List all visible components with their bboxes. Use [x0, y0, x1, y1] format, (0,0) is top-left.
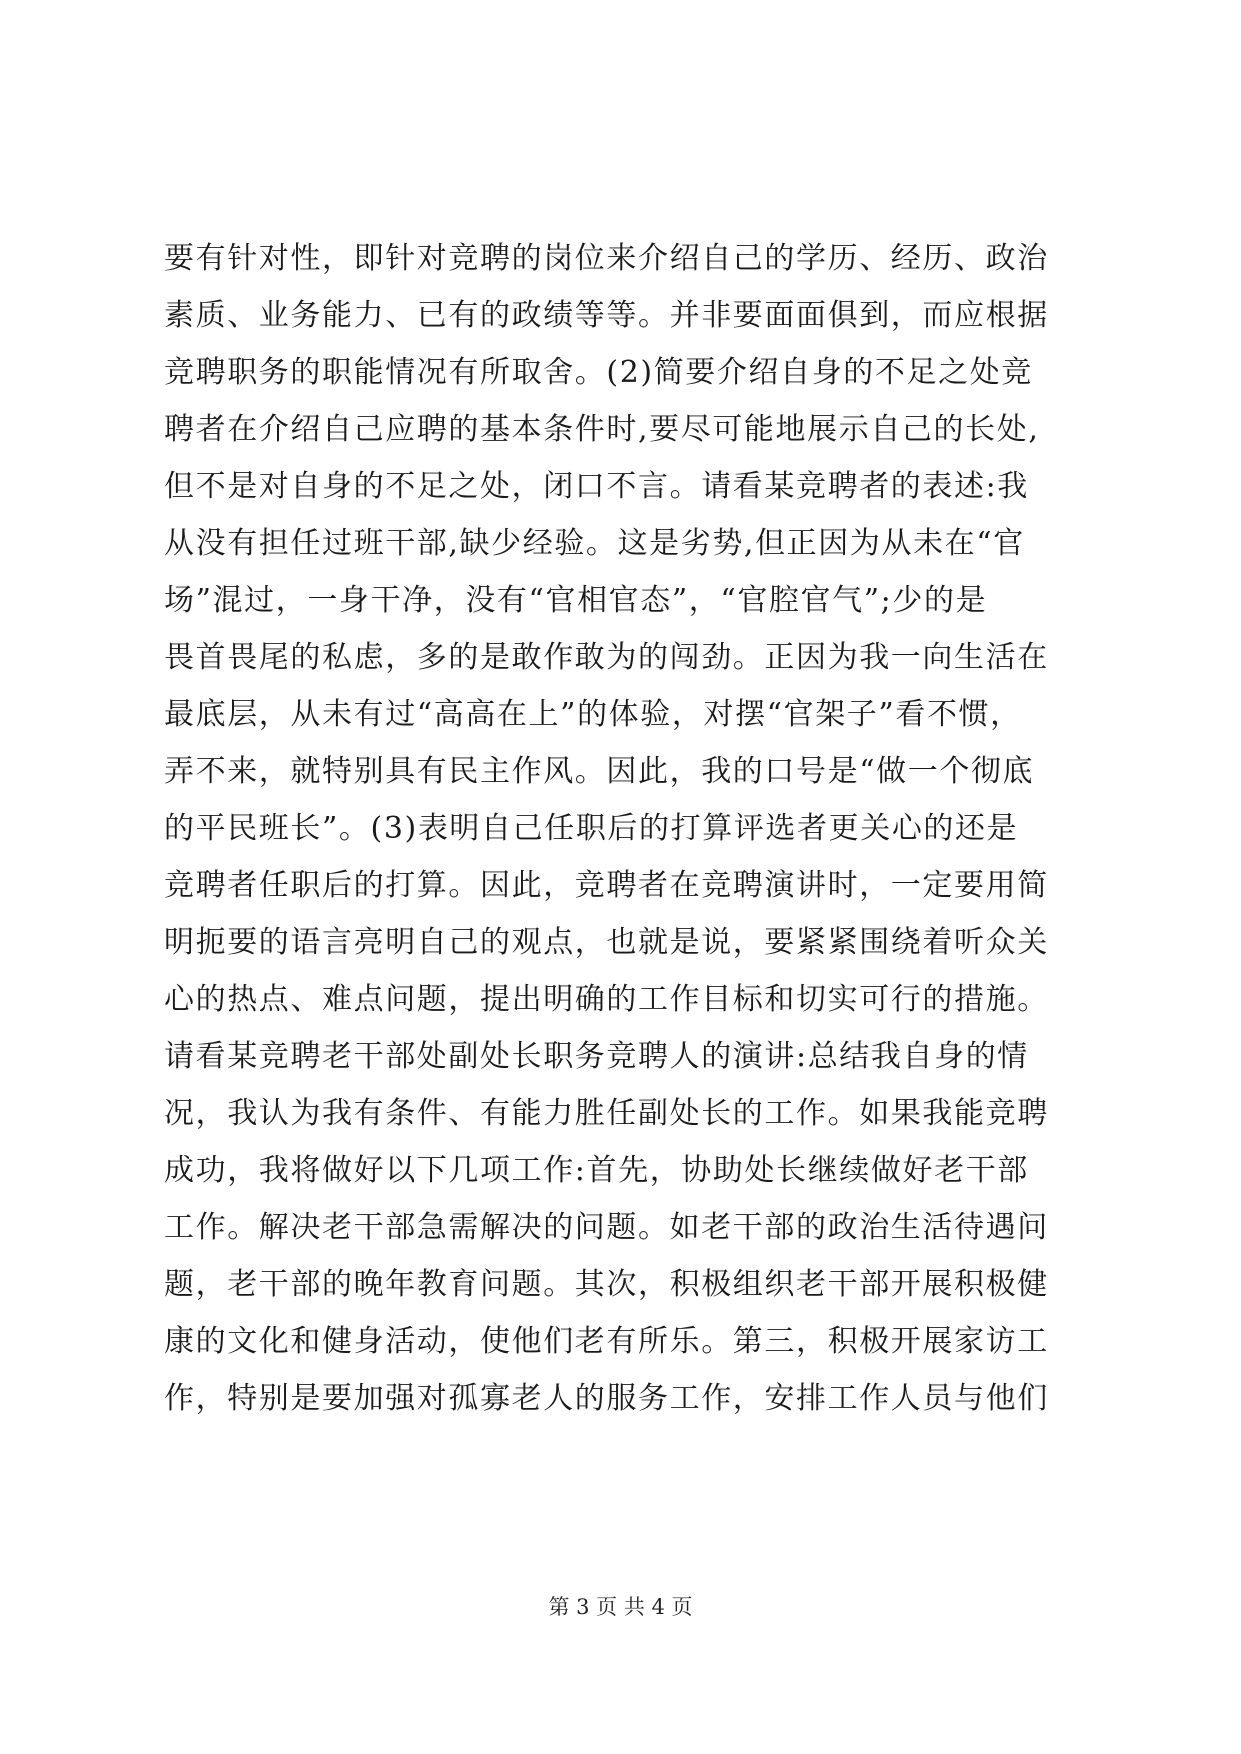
text-line: 要有针对性，即针对竞聘的岗位来介绍自己的学历、经历、政治: [164, 241, 1049, 276]
text-line: 弄不来，就特别具有民主作风。因此，我的口号是“做一个彻底: [164, 754, 1035, 789]
text-line: 最底层，从未有过“高高在上”的体验，对摆“官架子”看不惯，: [164, 697, 1022, 732]
text-line: 竞聘职务的职能情况有所取舍。(2)简要介绍自身的不足之处竞: [164, 355, 1033, 390]
text-line: 况，我认为我有条件、有能力胜任副处长的工作。如果我能竞聘: [164, 1096, 1049, 1131]
text-line: 聘者在介绍自己应聘的基本条件时,要尽可能地展示自己的长处,: [164, 412, 1040, 447]
page-number-footer: 第 3 页 共 4 页: [548, 1595, 693, 1619]
text-line: 的平民班长”。(3)表明自己任职后的打算评选者更关心的还是: [164, 811, 1019, 846]
text-line: 康的文化和健身活动，使他们老有所乐。第三，积极开展家访工: [164, 1324, 1049, 1359]
text-line: 竞聘者任职后的打算。因此，竞聘者在竞聘演讲时，一定要用简: [164, 868, 1049, 903]
text-line: 素质、业务能力、已有的政绩等等。并非要面面俱到，而应根据: [164, 298, 1049, 333]
text-line: 请看某竞聘老干部处副处长职务竞聘人的演讲:总结我自身的情: [164, 1039, 1029, 1074]
text-line: 作，特别是要加强对孤寡老人的服务工作，安排工作人员与他们: [164, 1381, 1049, 1416]
text-line: 但不是对自身的不足之处，闭口不言。请看某竞聘者的表述:我: [164, 469, 1029, 504]
body-text: [164, 230, 1084, 1427]
text-line: 明扼要的语言亮明自己的观点，也就是说，要紧紧围绕着听众关: [164, 925, 1049, 960]
text-line: 成功，我将做好以下几项工作:首先，协助处长继续做好老干部: [164, 1153, 1029, 1188]
text-line: 题，老干部的晚年教育问题。其次，积极组织老干部开展积极健: [164, 1267, 1049, 1302]
text-line: 工作。解决老干部急需解决的问题。如老干部的政治生活待遇问: [164, 1210, 1049, 1245]
text-line: 畏首畏尾的私虑，多的是敢作敢为的闯劲。正因为我一向生活在: [164, 640, 1049, 675]
text-line: 心的热点、难点问题，提出明确的工作目标和切实可行的措施。: [164, 982, 1049, 1017]
text-line: 从没有担任过班干部,缺少经验。这是劣势,但正因为从未在“官: [164, 526, 1025, 561]
text-line: 场”混过，一身干净，没有“官相官态”，“官腔官气”;少的是: [164, 583, 988, 618]
